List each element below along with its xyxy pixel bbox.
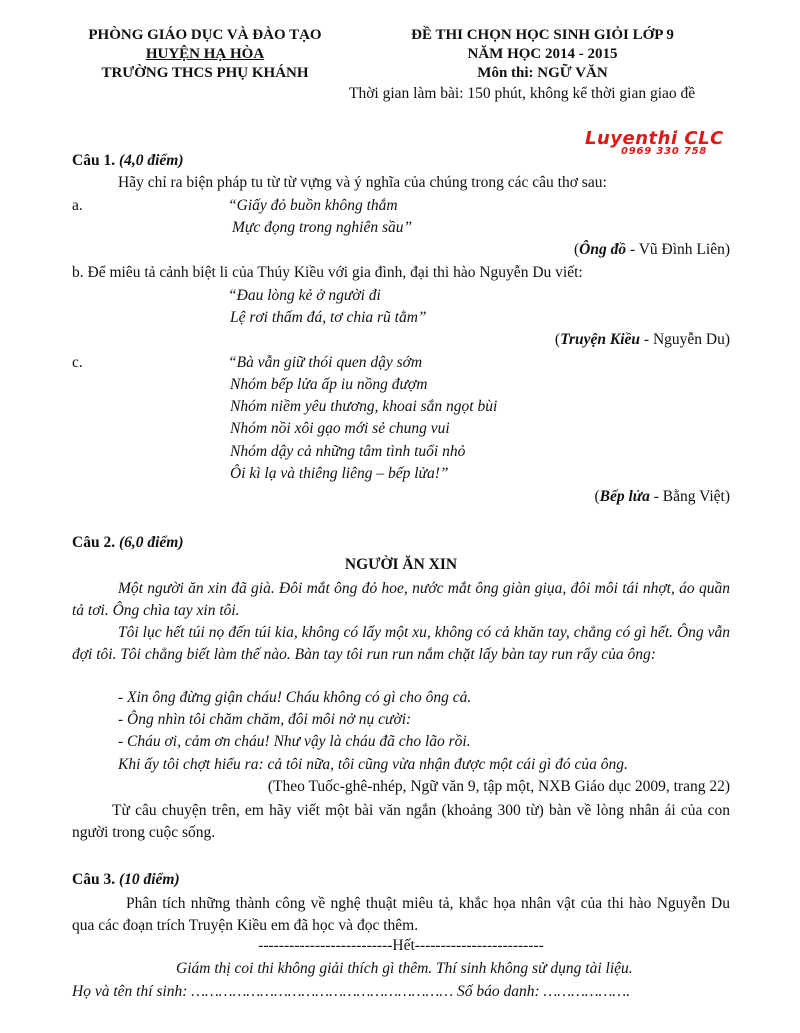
q1-c-source: (Bếp lửa - Bằng Việt) (594, 488, 730, 505)
q3-label: Câu 3. (72, 871, 116, 888)
subject: Môn thi: NGỮ VĂN (477, 65, 608, 81)
exam-title: ĐỀ THI CHỌN HỌC SINH GIỎI LỚP 9 (411, 27, 674, 43)
school-year: NĂM HỌC 2014 - 2015 (467, 46, 618, 62)
header-left (40, 26, 370, 83)
q1-prompt: Hãy chỉ ra biện pháp tu từ từ vựng và ý nghĩa của chúng trong các câu thơ sau: (118, 174, 607, 191)
q1-b-source: (Truyện Kiều - Nguyễn Du) (554, 331, 730, 348)
q1-c-line-2: Nhóm bếp lửa ấp iu nồng đượm (230, 376, 428, 393)
end-marker: --------------------------Hết------------------------- (258, 937, 544, 954)
q1-a-source-author: - Vũ Đình Liên) (626, 241, 730, 258)
q1-a-source: (Ông đồ - Vũ Đình Liên) (573, 241, 730, 258)
q1-c-marker: c. (72, 354, 83, 371)
q2-task: Từ câu chuyện trên, em hãy viết một bài văn ngắn (khoảng 300 từ) bàn về lòng nhân ái của con người trong cuộc sống. (72, 802, 730, 841)
story-citation: (Theo Tuốc-ghê-nhép, Ngữ văn 9, tập một, NXB Giáo dục 2009, trang 22) (267, 778, 730, 795)
q2-label: Câu 2. (72, 534, 116, 551)
q2-heading (72, 534, 184, 552)
story-dialogue-3: - Cháu ơi, cảm ơn cháu! Như vậy là cháu đã cho lão rồi. (118, 733, 471, 750)
story-title: NGƯỜI ĂN XIN (344, 556, 458, 573)
q1-c-source-author: - Bằng Việt) (649, 488, 730, 505)
q1-a-marker: a. (72, 197, 83, 214)
candidate-info-line: Họ và tên thí sinh: ………………………………………………… Số báo danh: ………………. (72, 983, 631, 1000)
q1-b-line-1: “Đau lòng kẻ ở người đi (228, 287, 381, 304)
q1-points: (4,0 điểm) (118, 152, 184, 169)
watermark-name: Luyenthi CLC (585, 128, 724, 149)
q1-c-line-4: Nhóm nồi xôi gạo mới sẻ chung vui (230, 420, 450, 437)
story-dialogue-4: Khi ấy tôi chợt hiểu ra: cả tôi nữa, tôi cũng vừa nhận được một cái gì đó của ông. (118, 756, 628, 773)
q1-a-line-1: “Giấy đỏ buồn không thắm (228, 197, 398, 214)
q1-c-line-1: “Bà vẫn giữ thói quen dậy sớm (228, 354, 423, 371)
header-right (370, 26, 715, 83)
q1-c-line-5: Nhóm dậy cả những tâm tình tuổi nhỏ (230, 443, 466, 460)
q1-b-line-2: Lệ rơi thấm đá, tơ chia rũ tằm” (230, 309, 427, 326)
story-dialogue-2: - Ông nhìn tôi chăm chăm, đôi môi nở nụ cười: (118, 711, 412, 728)
q1-a-source-title: Ông đồ (579, 241, 627, 258)
q1-b-source-title: Truyện Kiều (560, 331, 641, 348)
q2-points: (6,0 điểm) (118, 534, 184, 551)
q3-points: (10 điểm) (118, 871, 180, 888)
department-name: PHÒNG GIÁO DỤC VÀ ĐÀO TẠO (88, 27, 322, 43)
q1-c-line-3: Nhóm niềm yêu thương, khoai sắn ngọt bùi (230, 398, 498, 415)
time-limit: Thời gian làm bài: 150 phút, không kể thời gian giao đề (349, 85, 696, 102)
story-paragraph-1: Một người ăn xin đã già. Đôi mắt ông đỏ hoe, nước mắt ông giàn giụa, đôi môi tái nhợt, áo quần tả tơi. Ông chìa tay xin tôi. (72, 580, 730, 619)
watermark-phone: 0969 330 758 (621, 146, 708, 157)
q3-heading (72, 871, 180, 889)
q1-heading (72, 152, 184, 170)
q1-b-source-author: - Nguyễn Du) (640, 331, 730, 348)
q1-b-intro: b. Để miêu tả cảnh biệt li của Thúy Kiều với gia đình, đại thi hào Nguyễn Du viết: (72, 264, 583, 281)
q3-task: Phân tích những thành công về nghệ thuật miêu tả, khắc họa nhân vật của thi hào Nguyễn Du qua các đoạn trích Truyện Kiều em đã học và đọc thêm. (72, 895, 730, 934)
district-name: HUYỆN HẠ HÒA (145, 46, 265, 62)
story-paragraph-2: Tôi lục hết túi nọ đến túi kia, không có lấy một xu, không có cả khăn tay, chẳng có gì hết. Ông vẫn đợi tôi. Tôi chẳng biết làm thế nào. Bàn tay tôi run run nắm chặt lấy bàn tay run rẩy của ông: (72, 624, 730, 663)
invigilator-note: Giám thị coi thi không giải thích gì thêm. Thí sinh không sử dụng tài liệu. (176, 960, 633, 977)
q1-a-line-2: Mực đọng trong nghiên sầu” (232, 219, 413, 236)
story-dialogue-1: - Xin ông đừng giận cháu! Cháu không có gì cho ông cả. (118, 689, 472, 706)
q1-c-line-6: Ôi kì lạ và thiêng liêng – bếp lửa!” (230, 465, 449, 482)
q1-c-source-title: Bếp lửa (599, 488, 650, 505)
q1-label: Câu 1. (72, 152, 116, 169)
school-name: TRƯỜNG THCS PHỤ KHÁNH (101, 65, 309, 81)
